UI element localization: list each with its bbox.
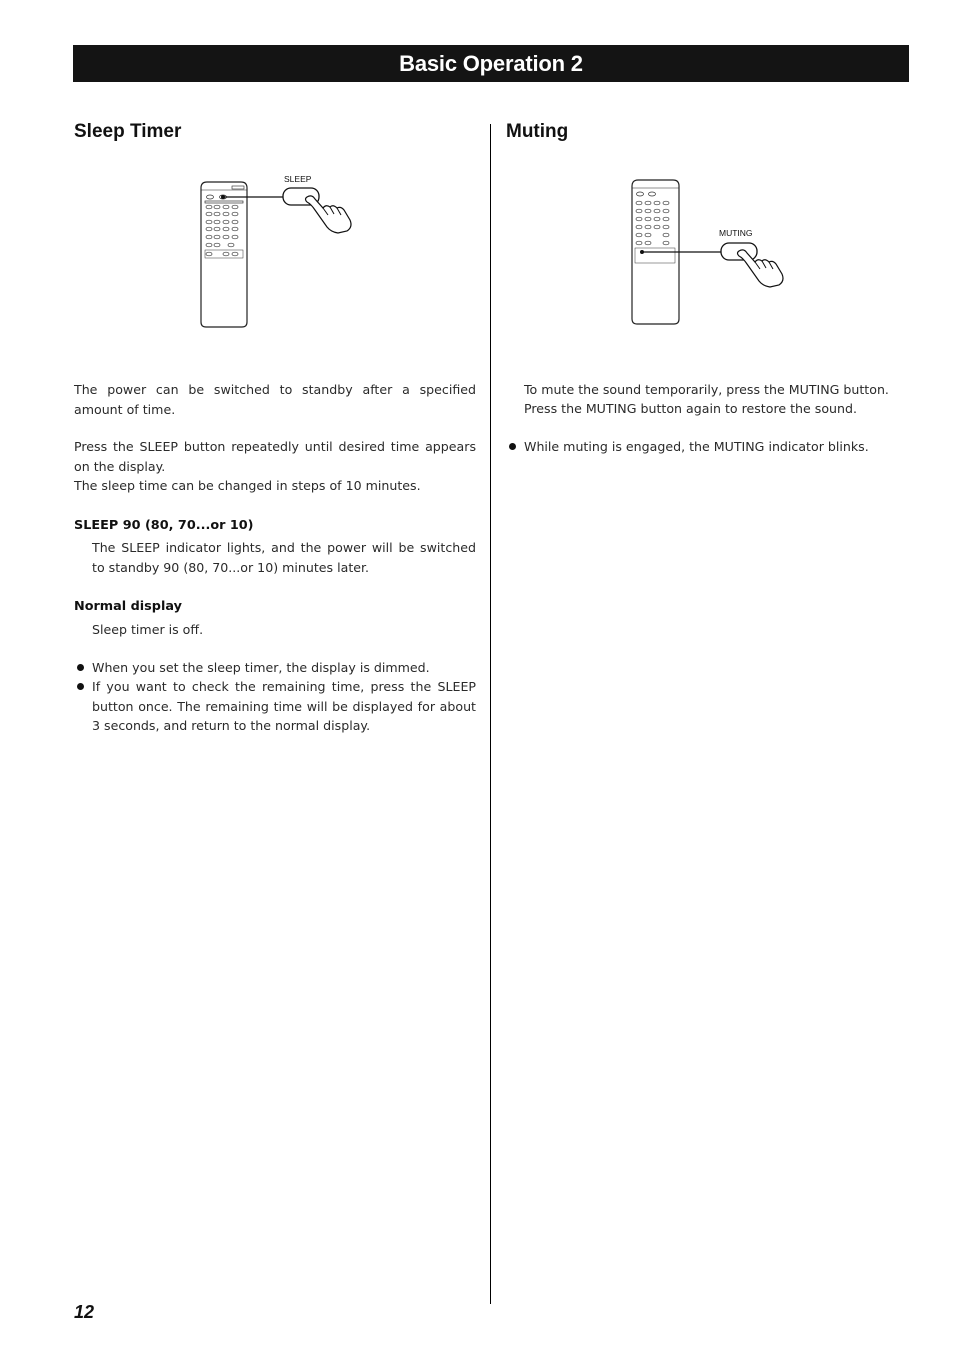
muting-intro-text-2: Press the MUTING button again to restore the sound. [524, 401, 857, 416]
normal-display-heading: Normal display [74, 599, 182, 614]
bullet-dot-icon [77, 664, 84, 671]
sleep-remote-illustration [195, 170, 365, 335]
list-item: While muting is engaged, the MUTING indicator blinks. [524, 437, 904, 457]
muting-intro-text-1: To mute the sound temporarily, press the MUTING button. [524, 382, 889, 397]
page-title: Basic Operation 2 [73, 45, 909, 82]
sleep-90-text: The SLEEP indicator lights, and the power will be switched to standby 90 (80, 70...or 10) minutes later. [92, 540, 476, 575]
bullet-dot-icon [77, 683, 84, 690]
sleep-button-label: SLEEP [284, 174, 312, 184]
sleep-timer-heading: Sleep Timer [74, 121, 182, 142]
sleep-press-text: Press the SLEEP button repeatedly until desired time appears on the display. [74, 439, 476, 474]
sleep-steps-text: The sleep time can be changed in steps of 10 minutes. [74, 478, 421, 493]
muting-button-label: MUTING [719, 228, 753, 238]
muting-remote-illustration [625, 170, 795, 335]
sleep-intro-text: The power can be switched to standby after a specified amount of time. [74, 382, 476, 417]
normal-display-text: Sleep timer is off. [92, 622, 204, 637]
sleep-90-heading: SLEEP 90 (80, 70...or 10) [74, 518, 254, 533]
list-item: If you want to check the remaining time, press the SLEEP button once. The remaining time will be displayed for about 3 seconds, and return to the normal display. [92, 677, 476, 736]
page-number: 12 [74, 1302, 95, 1322]
muting-heading: Muting [506, 121, 569, 142]
bullet-dot-icon [509, 443, 516, 450]
list-item: When you set the sleep timer, the display is dimmed. [92, 658, 476, 678]
column-divider [490, 124, 491, 1304]
